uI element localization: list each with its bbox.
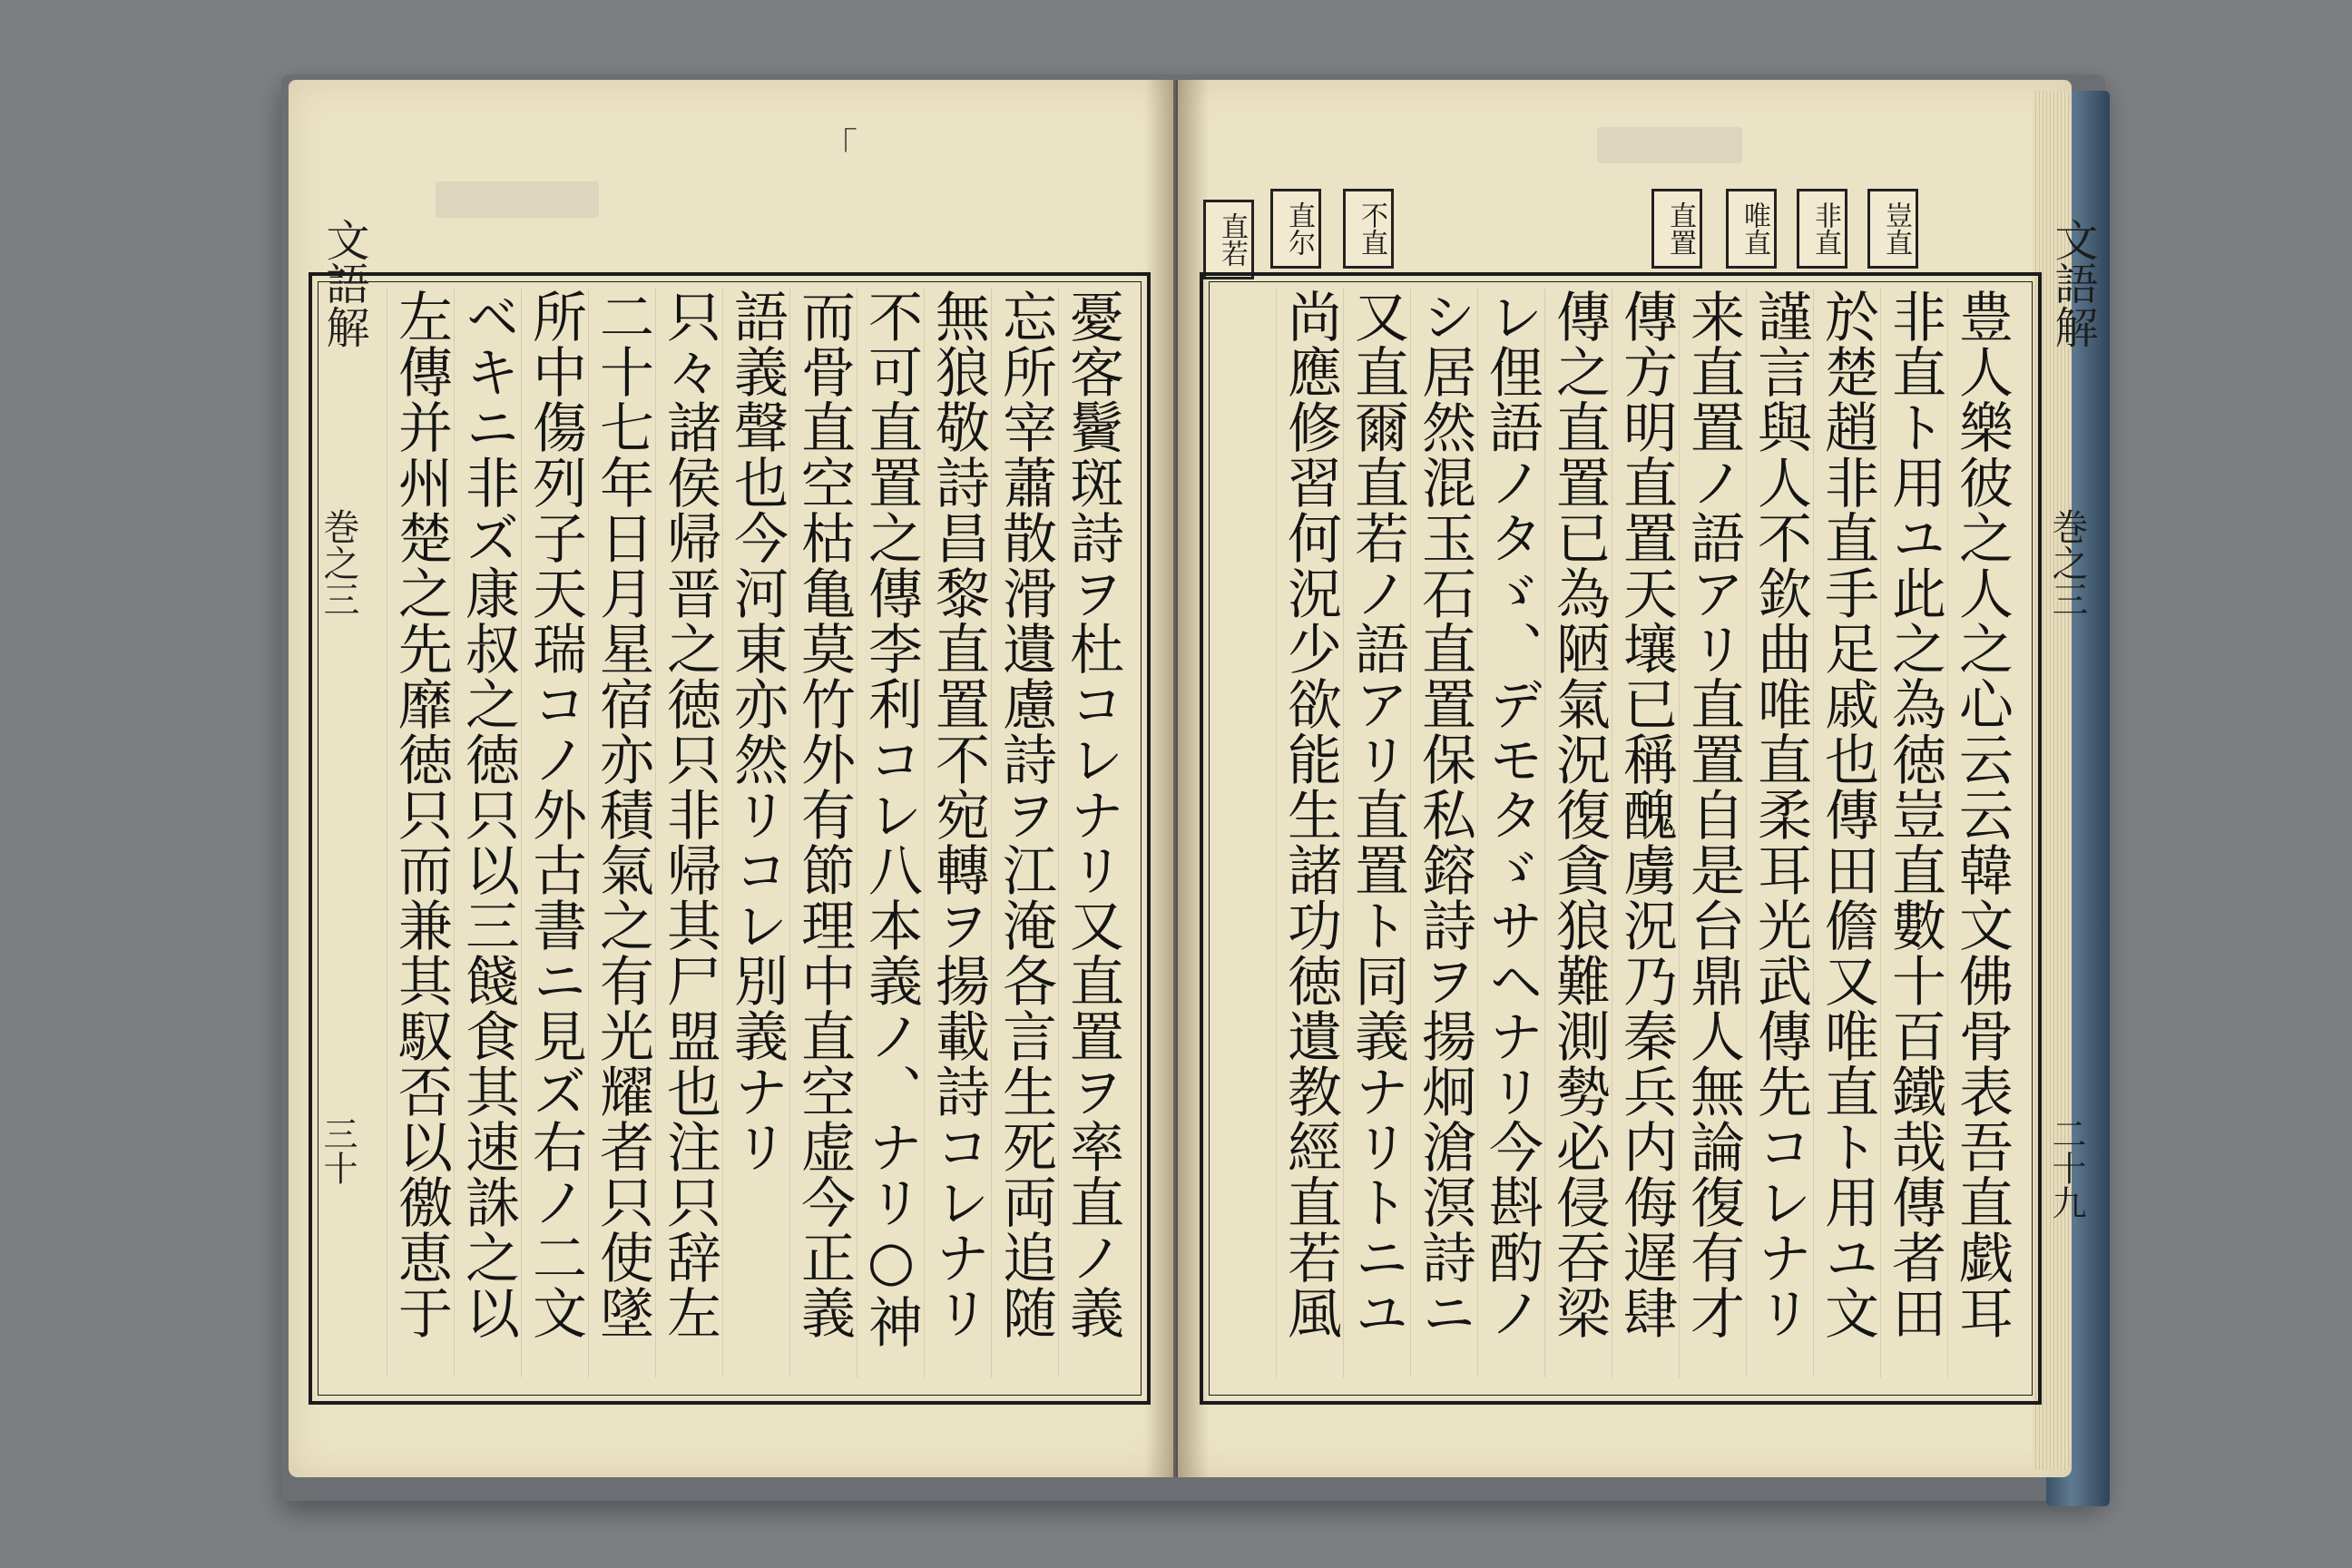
text-column: 語義聲也今河東亦然リコレ別義ナリ [722, 289, 789, 1377]
text-column: レ俚語ノタゞ、デモタゞサヘナリ今斟酌ノ [1477, 289, 1544, 1377]
text-column: 非直ト用ユ此之為徳豈直數十百鐵哉傳者田 [1880, 289, 1947, 1377]
text-column: 傳之直置已為陋氣況復貪狼難測勢必侵吞梁 [1544, 289, 1612, 1377]
text-column: 而骨直空枯亀莫竹外有節理中直空虚今正義 [789, 289, 857, 1377]
ink-bleed [1597, 127, 1742, 163]
text-column: 左傳并州楚之先靡徳只而兼其馭否以徼恵于 [387, 289, 454, 1377]
text-column: 来直置ノ語アリ直置自是台鼎人無論復有才 [1679, 289, 1746, 1377]
header-box-3: 唯直 [1726, 189, 1777, 269]
ink-bleed [436, 181, 599, 218]
left-page-number: 三十 [318, 1116, 358, 1185]
left-margin-title: 文語解 [318, 218, 369, 348]
right-margin-volume: 巻之三 [2046, 508, 2088, 617]
header-box-5: 不直 [1343, 189, 1394, 269]
header-box-1: 豈直 [1867, 189, 1918, 269]
right-text-columns [1216, 289, 2014, 1382]
text-column: 謹言與人不欽曲唯直柔耳光武傳先コレナリ [1746, 289, 1813, 1377]
text-column: 憂客鬢斑詩ヲ杜コレナリ又直置ヲ率直ノ義 [1058, 289, 1125, 1377]
text-column: 只々諸侯帰晋之徳只非帰其尸盟也注只辞左 [655, 289, 722, 1377]
text-column: 所中傷列子天瑞コノ外古書ニ見ズ右ノ二文 [521, 289, 588, 1377]
text-column: 無狼敬詩昌黎直置不宛轉ヲ揚載詩コレナリ [924, 289, 991, 1377]
header-box-2: 非直 [1797, 189, 1847, 269]
header-box-6: 直尔 [1270, 189, 1321, 269]
text-column: 傳方明直置天壤已稱醜虜況乃秦兵内侮遅肆 [1612, 289, 1679, 1377]
header-box-4: 直置 [1651, 189, 1702, 269]
text-column: 二十七年日月星宿亦積氣之有光耀者只使墜 [588, 289, 655, 1377]
header-box-7: 直若 [1203, 200, 1254, 279]
text-column: ベキニ非ズ康叔之徳只以三餞食其速誅之以 [454, 289, 521, 1377]
text-column: シ居然混玉石直置保私鎔詩ヲ揚炯滄溟詩ニ [1410, 289, 1477, 1377]
text-column: 豊人樂彼之人之心云云韓文佛骨表吾直戯耳 [1947, 289, 2014, 1377]
text-column: 不可直置之傳李利コレ八本義ノ、ナリ○神 [857, 289, 924, 1377]
right-margin-title: 文語解 [2047, 218, 2098, 348]
text-column: 於楚趙非直手足戚也傳田儋又唯直ト用ユ文 [1813, 289, 1880, 1377]
text-column: 忘所宰蕭散滑遺慮詩ヲ江淹各言生死両追随 [991, 289, 1058, 1377]
right-page-number: 二十九 [2046, 1116, 2086, 1220]
corner-mark: 「 [821, 126, 858, 168]
text-column: 又直爾直若ノ語アリ直置ト同義ナリトニユ [1343, 289, 1410, 1377]
text-column: 尚應修習何況少欲能生諸功徳遺教經直若風 [1276, 289, 1343, 1377]
left-text-columns [327, 289, 1125, 1382]
left-margin-volume: 巻之三 [318, 508, 359, 617]
